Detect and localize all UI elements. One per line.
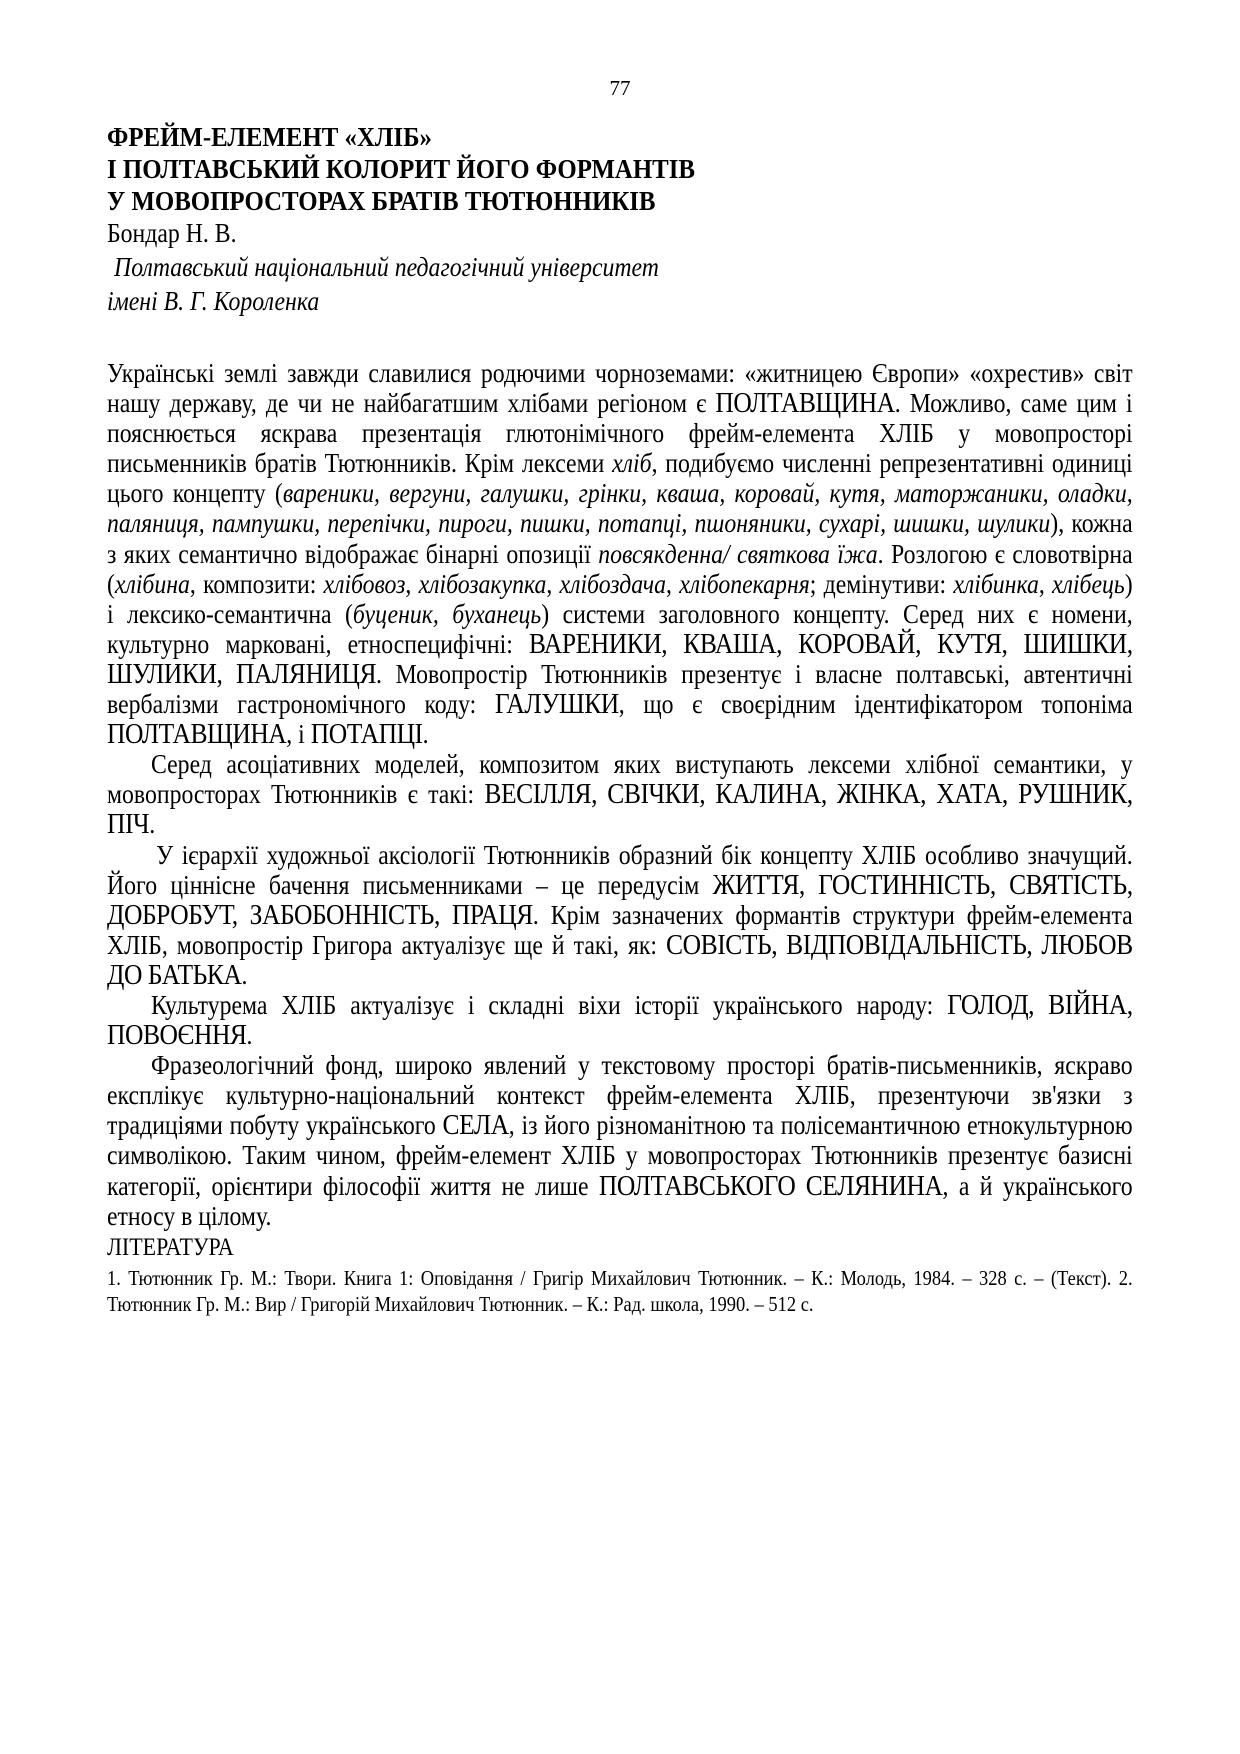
title-line-1: ФРЕЙМ-ЕЛЕМЕНТ «ХЛІБ» [107, 122, 432, 152]
text-run: ) системи заголовного концепту. Серед них є номени, культурно марковані, етноспецифічні: [107, 598, 1133, 659]
caps-term: ГАЛУШКИ [494, 688, 619, 721]
article-title [107, 121, 1051, 217]
italic-term: хлібинка [953, 568, 1039, 599]
text-run: . [241, 959, 248, 990]
title-line-2: І ПОЛТАВСЬКИЙ КОЛОРИТ ЙОГО ФОРМАНТІВ [107, 154, 695, 184]
italic-term: буценик, буханець [352, 598, 542, 629]
caps-term: ПОЛТАВСЬКОГО СЕЛЯНИНА [598, 1169, 943, 1202]
text-run: , [546, 568, 560, 599]
caps-term-list: ВЕСІЛЛЯ, СВІЧКИ, КАЛИНА, ЖІНКА, ХАТА, РУШНИК, ПІЧ [107, 778, 1133, 841]
text-run: , [666, 568, 680, 599]
text-run: Серед асоціативних моделей, композитом яких виступають лексеми хлібної семантики, у мовопросторах Тютюнників є такі: [107, 749, 1133, 810]
text-run: Фразеологічний фонд, широко явлений у текстовому просторі братів-письменників, яскраво експлікує культурно-національний контекст фрейм-елемента ХЛІБ, презентуючи зв'язки з традиціями побуту українського [107, 1050, 1133, 1141]
text-run: У ієрархії художньої аксіології Тютюнників образний бік концепту ХЛІБ особливо значущий. Його ціннісне бачення письменниками – це передусім [107, 839, 1133, 900]
caps-term-list: ВАРЕНИКИ, КВАША, КОРОВАЙ, КУТЯ, ШИШКИ, ШУЛИКИ, ПАЛЯНИЦЯ [107, 627, 1133, 690]
italic-term-list: вареники, вергуни, галушки, грінки, кваша, коровай, кутя, маторжаники, оладки, паляниця, пампушки, перепічки, пироги, пишки, потапці, пшоняники, сухарі, шишки, шулики [107, 478, 1133, 539]
text-run: . [422, 719, 429, 750]
italic-term: повсякденна/ святкова їжа [598, 538, 878, 569]
text-run: Культурема ХЛІБ актуалізує і складні віхи історії українського народу: [151, 989, 948, 1020]
caps-term-list: ГОЛОД, ВІЙНА, ПОВОЄННЯ [107, 988, 1133, 1052]
text-run: ), кожна з яких семантично відображає бінарні опозиції [107, 508, 1133, 569]
references-list: 1. Тютюнник Гр. М.: Твори. Книга 1: Оповідання / Григір Михайлович Тютюнник. – К.: Молодь, 1984. – 328 с. – (Текст). 2. Тютюнник Гр. М.: Вир / Григорій Михайлович Тютюнник. – К.: Рад. школа, 1990. – 512 с. [107, 1265, 1133, 1316]
text-run: . Розлогою є словотвірна ( [107, 538, 1133, 599]
article-header [107, 121, 1133, 318]
text-run: ) і лексико-семантична ( [107, 568, 1133, 629]
text-run: , [1038, 568, 1053, 599]
italic-term: хлібець [1052, 568, 1125, 599]
text-run: , композити: [189, 568, 324, 599]
text-run: ; демінутиви: [809, 568, 954, 599]
text-run: , а й українського етносу в цілому. [107, 1170, 1133, 1231]
italic-term: хлібина [114, 568, 190, 599]
italic-term: хлібоздача [559, 568, 667, 599]
affiliation [107, 250, 1010, 318]
body-wrapper [107, 358, 1133, 1317]
text-run: , [405, 568, 419, 599]
affiliation-line-1: Полтавський національний педагогічний університет [114, 252, 659, 282]
article-body [107, 358, 1133, 1317]
article [107, 121, 1133, 1317]
paragraph-2 [107, 749, 1133, 839]
references-heading: ЛІТЕРАТУРА [107, 1233, 234, 1261]
text-run: , подибуємо численні репрезентативні одиниці цього концепту ( [107, 448, 1133, 509]
caps-term-list: СОВІСТЬ, ВІДПОВІДАЛЬНІСТЬ, ЛЮБОВ ДО БАТЬКА [107, 928, 1133, 991]
text-run: , і [286, 719, 311, 750]
text-run: . [246, 1020, 253, 1051]
text-run: , що є своєрідним ідентифікатором топоніма [618, 689, 1133, 720]
paragraph-1 [107, 358, 1133, 749]
caps-term-list: ЖИТТЯ, ГОСТИННІСТЬ, СВЯТІСТЬ, ДОБРОБУТ, ЗАБОБОННІСТЬ, ПРАЦЯ [107, 868, 1133, 931]
text-run: , із його різноманітною та полісемантичною етнокультурною символікою. Таким чином, фрейм-елемент ХЛІБ у мовопросторах Тютюнників презентує базисні категорії, орієнтири філософії життя не лише [107, 1110, 1133, 1201]
italic-term: хлібовоз [323, 568, 406, 599]
italic-term: хлібопекарня [679, 568, 810, 599]
caps-term: ПОТАПЦІ [310, 718, 423, 751]
text-run: . [149, 809, 156, 840]
italic-term: хлібозакупка [418, 568, 547, 599]
caps-term: ПОЛТАВЩИНА [107, 718, 287, 751]
author: Бондар Н. В. [107, 218, 237, 248]
paragraph-4 [107, 990, 1133, 1050]
affiliation-line-2: імені В. Г. Короленка [107, 286, 320, 316]
text-run: . Крім зазначених формантів структури фрейм-елемента ХЛІБ, мовопростір Григора актуалізує ще й такі, як: [107, 899, 1133, 960]
text-run: . Можливо, саме цим і пояснюється яскрава презентація глютонімічного фрейм-елемента ХЛІБ у мовопросторі письменників братів Тютюнників. Крім лексеми [107, 388, 1133, 479]
caps-term: ПОЛТАВЩИНА [715, 387, 895, 420]
text-run: . Мовопростір Тютюнників презентує і власне полтавські, автентичні вербалізми гастрономічного коду: [107, 658, 1133, 720]
paragraph-5 [107, 1050, 1133, 1231]
text-run: Українські землі завжди славилися родючими чорноземами: «житницею Європи» «охрестив» світ нашу державу, де чи не найбагатшим хлібами регіоном є [107, 358, 1133, 419]
caps-term: СЕЛА [442, 1109, 509, 1142]
page-number: 77 [609, 76, 631, 100]
paragraph-3 [107, 840, 1133, 990]
italic-term: хліб [612, 448, 652, 479]
title-line-3: У МОВОПРОСТОРАХ БРАТІВ ТЮТЮННИКІВ [107, 186, 656, 216]
